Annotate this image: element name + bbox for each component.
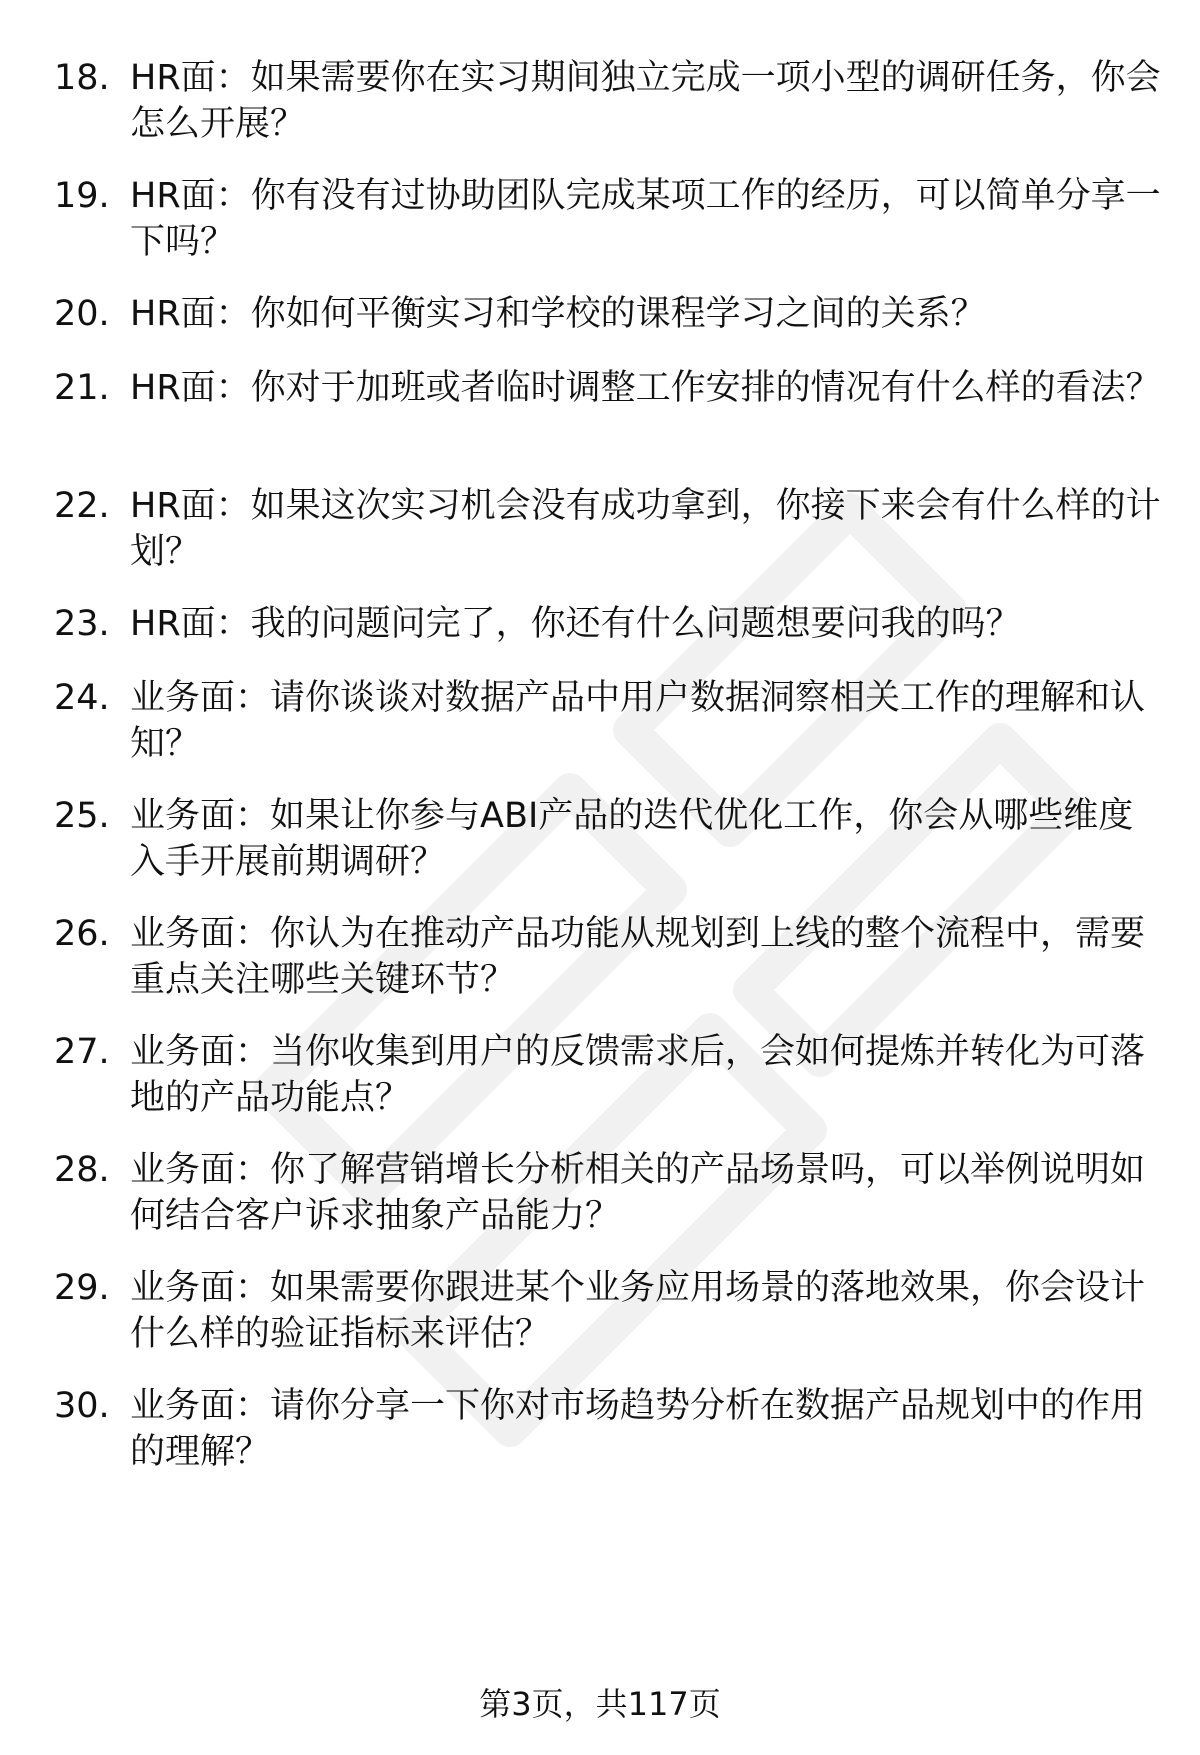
question-text: 业务面：如果让你参与ABI产品的迭代优化工作，你会从哪些维度入手开展前期调研？ [130, 796, 1134, 882]
question-number: 19. [54, 176, 110, 216]
question-number: 20. [54, 294, 110, 334]
question-number: 24. [54, 678, 110, 718]
question-number: 28. [54, 1150, 110, 1190]
question-text: 业务面：请你谈谈对数据产品中用户数据洞察相关工作的理解和认知？ [130, 678, 1146, 764]
question-text: HR面：如果这次实习机会没有成功拿到，你接下来会有什么样的计划？ [130, 486, 1161, 572]
question-text: HR面：你有没有过协助团队完成某项工作的经历，可以简单分享一下吗？ [130, 176, 1161, 262]
question-text: HR面：你如何平衡实习和学校的课程学习之间的关系？ [130, 294, 986, 334]
question-number: 30. [54, 1386, 110, 1426]
question-text: 业务面：当你收集到用户的反馈需求后，会如何提炼并转化为可落地的产品功能点？ [130, 1032, 1146, 1118]
question-text: 业务面：你了解营销增长分析相关的产品场景吗，可以举例说明如何结合客户诉求抽象产品能力？ [130, 1150, 1146, 1236]
question-number: 26. [54, 914, 110, 954]
question-number: 22. [54, 486, 110, 526]
question-number: 23. [54, 604, 110, 644]
question-number: 27. [54, 1032, 110, 1072]
question-text: 业务面：请你分享一下你对市场趋势分析在数据产品规划中的作用的理解？ [130, 1386, 1146, 1472]
question-text: HR面：如果需要你在实习期间独立完成一项小型的调研任务，你会怎么开展？ [130, 58, 1161, 144]
question-text: HR面：你对于加班或者临时调整工作安排的情况有什么样的看法？ [130, 368, 1161, 408]
question-text: HR面：我的问题问完了，你还有什么问题想要问我的吗？ [130, 604, 1021, 644]
question-number: 18. [54, 58, 110, 98]
question-number: 21. [54, 368, 110, 408]
question-text: 业务面：你认为在推动产品功能从规划到上线的整个流程中，需要重点关注哪些关键环节？ [130, 914, 1146, 1000]
page-number: 第3页，共117页 [479, 1685, 721, 1723]
question-number: 25. [54, 796, 110, 836]
question-number: 29. [54, 1268, 110, 1308]
question-text: 业务面：如果需要你跟进某个业务应用场景的落地效果，你会设计什么样的验证指标来评估？ [130, 1268, 1146, 1354]
